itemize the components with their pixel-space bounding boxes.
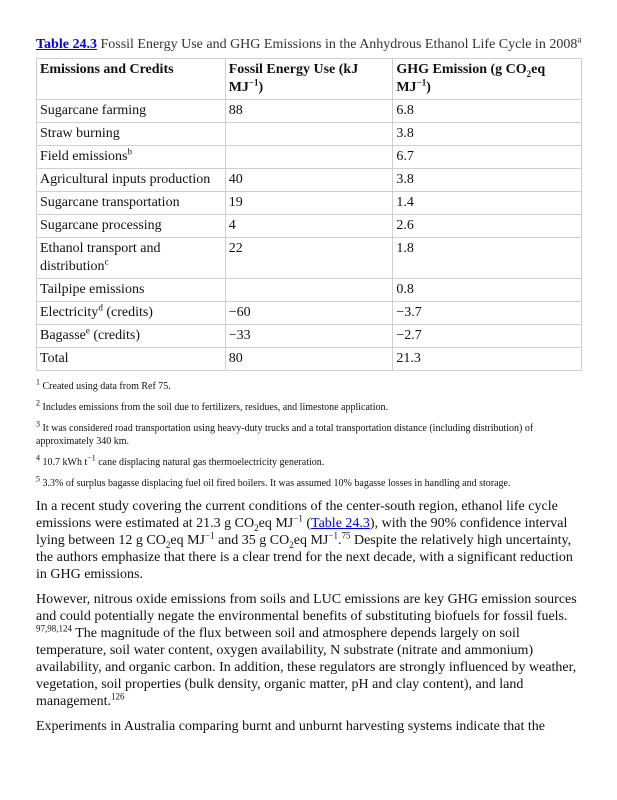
footnote: $^5$ 3.3% of surplus bagasse displacing fuel oil fired boilers. It was assumed 10% bagasse losses in handling and storage.: [36, 474, 511, 489]
fossil-energy-cell: −60: [225, 302, 393, 325]
document-page: [36, 36, 582, 743]
table-row: [37, 100, 582, 123]
row-label: Tailpipe emissions: [37, 279, 226, 302]
row-label: Field emissions$^b$: [37, 146, 226, 169]
fossil-energy-cell: −33: [225, 325, 393, 348]
table-header-row: [37, 59, 582, 100]
ghg-emission-cell: 21.3: [393, 348, 582, 371]
citation: 97,98,124: [36, 623, 72, 634]
row-label: Straw burning: [37, 123, 226, 146]
row-label: Sugarcane farming: [37, 100, 226, 123]
table-row: [37, 302, 582, 325]
table-link[interactable]: Table 24.3: [36, 37, 97, 52]
footnote: $^3$ It was considered road transportation using heavy-duty trucks and a total transportation distance (including distribution) of approximately 340 km.: [36, 419, 534, 447]
table-row: [37, 169, 582, 192]
fossil-energy-cell: 19: [225, 192, 393, 215]
header-emissions-credits: Emissions and Credits: [37, 59, 226, 100]
row-label: Ethanol transport and distribution$^c$: [37, 238, 226, 279]
table-row: [37, 348, 582, 371]
ghg-emission-cell: 1.4: [393, 192, 582, 215]
ghg-emission-cell: −2.7: [393, 325, 582, 348]
emissions-table: [36, 58, 582, 371]
ghg-emission-cell: 3.8: [393, 123, 582, 146]
ghg-emission-cell: −3.7: [393, 302, 582, 325]
header-ghg-emission: GHG Emission (g $CO_2eq$ $MJ^{-1}$): [393, 59, 582, 100]
table-row: [37, 215, 582, 238]
caption-text: Fossil Energy Use and GHG Emissions in the Anhydrous Ethanol Life Cycle in 2008: [96, 37, 578, 52]
ghg-emission-cell: 0.8: [393, 279, 582, 302]
body-paragraph-3: Experiments in Australia comparing burnt and unburnt harvesting systems indicate that the: [36, 719, 545, 734]
fossil-energy-cell: [225, 146, 393, 169]
body-paragraph-2: However, nitrous oxide emissions from soils and LUC emissions are key GHG emission sources and could potentially negate the environmental benefits of substituting biofuels for fossil fuels. $^{97,98,124}$ The magnitude of the flux between soil and atmosphere depends largely on soil temperature, soil water content, oxygen availability, N substrate (nitrate and ammonium) availability, and organic carbon. In addition, these regulators are strongly influenced by weather, vegetation, soil properties (bulk density, organic matter, pH and clay content), and land management.$^{126}$: [36, 592, 577, 709]
ghg-emission-cell: 6.7: [393, 146, 582, 169]
table-row: [37, 192, 582, 215]
ghg-emission-cell: 2.6: [393, 215, 582, 238]
footnotes: [36, 377, 582, 490]
header-fossil-energy: Fossil Energy Use (kJ $MJ^{-1}$): [225, 59, 393, 100]
table-row: [37, 123, 582, 146]
table-row: [37, 238, 582, 279]
ghg-emission-cell: 1.8: [393, 238, 582, 279]
table-row: [37, 279, 582, 302]
row-label: Sugarcane transportation: [37, 192, 226, 215]
footnote: $^2$ Includes emissions from the soil due to fertilizers, residues, and limestone application.: [36, 398, 388, 413]
table-reference-link[interactable]: Table 24.3: [311, 516, 370, 531]
ghg-emission-cell: 6.8: [393, 100, 582, 123]
table-row: [37, 325, 582, 348]
citation: 126: [111, 691, 125, 702]
row-label: Bagasse$^e$ (credits): [37, 325, 226, 348]
fossil-energy-cell: [225, 123, 393, 146]
fossil-energy-cell: 4: [225, 215, 393, 238]
footnote: $^4$ 10.7 kWh $t^{-1}$ cane displacing natural gas thermoelectricity generation.: [36, 453, 325, 468]
fossil-energy-cell: 80: [225, 348, 393, 371]
ghg-emission-cell: 3.8: [393, 169, 582, 192]
row-label: Agricultural inputs production: [37, 169, 226, 192]
row-label: Electricity$^d$ (credits): [37, 302, 226, 325]
row-label: Total: [37, 348, 226, 371]
table-caption: [36, 36, 582, 54]
table-row: [37, 146, 582, 169]
fossil-energy-cell: 22: [225, 238, 393, 279]
fossil-energy-cell: 40: [225, 169, 393, 192]
fossil-energy-cell: [225, 279, 393, 302]
footnote: $^1$ Created using data from Ref 75.: [36, 377, 171, 392]
caption-footnote-marker: a: [577, 34, 582, 45]
body-paragraph-1: In a recent study covering the current conditions of the center-south region, ethanol life cycle emissions were estimated at 21.3 g $CO_2eq$ $MJ^{-1}$ (Table 24.3), with the 90% confidence interval lying between 12 g $CO_2eq$ $MJ^{-1}$ and 35 g $CO_2eq$ $MJ^{-1}.^{75}$ Despite the relatively high uncertainty, the authors emphasize that there is a clear trend for the next decade, with a significant reduction in GHG emissions.: [36, 499, 573, 582]
row-label: Sugarcane processing: [37, 215, 226, 238]
citation: 75: [341, 530, 351, 541]
fossil-energy-cell: 88: [225, 100, 393, 123]
